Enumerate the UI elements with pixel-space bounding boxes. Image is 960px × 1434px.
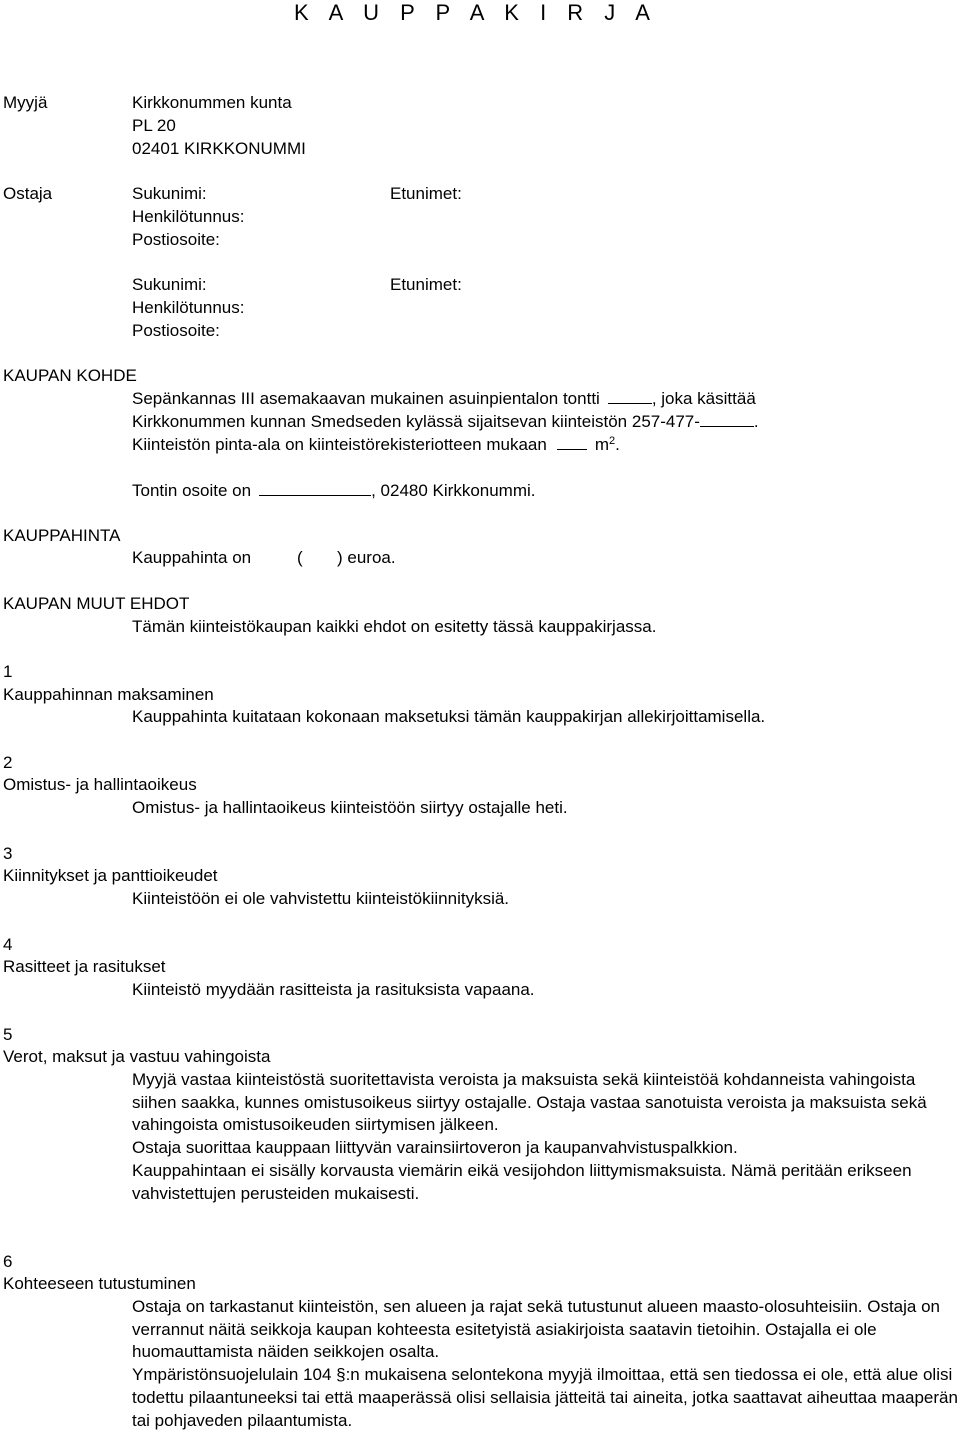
plot-address-b: , 02480 Kirkkonummi. [371, 481, 536, 500]
subject-line-3-a: Kiinteistön pinta-ala on kiinteistörekisteriotteen mukaan [132, 435, 547, 454]
section-5-number: 5 [3, 1025, 13, 1044]
section-5-paragraph: Kauppahintaan ei sisälly korvausta viemärin eikä vesijohdon liittymismaksuista. Nämä peritään erikseen vahvistettujen perusteiden mukaisesti. [132, 1160, 912, 1203]
section-6-body [132, 1296, 960, 1432]
subject-line-1 [132, 388, 756, 410]
section-1-title: Kauppahinnan maksaminen [3, 685, 214, 704]
buyer-2-surname: Sukunimi: [132, 275, 207, 294]
section-3-number: 3 [3, 844, 13, 863]
section-5-title: Verot, maksut ja vastuu vahingoista [3, 1047, 271, 1066]
buyer-2-postal: Postiosoite: [132, 321, 220, 340]
area-unit-superscript: 2 [609, 435, 616, 447]
area-blank [557, 435, 587, 450]
section-1-number: 1 [3, 662, 13, 681]
subject-line-2-b: . [753, 412, 759, 431]
section-2-number: 2 [3, 753, 13, 772]
section-4-number: 4 [3, 935, 13, 954]
seller-address-1: PL 20 [132, 116, 176, 135]
section-6-paragraph: Ostaja on tarkastanut kiinteistön, sen alueen ja rajat sekä tutustunut alueen maasto-olosuhteisiin. Ostaja on verrannut näitä seikkoja kaupan kohteesta esitetyistä asiakirjoista saatavin tietoihin. Ostajalla ei ole huomauttamista näiden seikkojen osalta. [132, 1297, 940, 1362]
subject-heading: KAUPAN KOHDE [3, 366, 137, 385]
section-5-paragraph: Ostaja suorittaa kauppaan liittyvän varainsiirtoveron ja kaupanvahvistuspalkkion. [132, 1138, 738, 1158]
price-heading: KAUPPAHINTA [3, 526, 121, 545]
document-title: K A U P P A K I R J A [294, 0, 658, 25]
section-3-text: Kiinteistöön ei ole vahvistettu kiinteistökiinnityksiä. [132, 889, 510, 908]
other-terms-heading: KAUPAN MUUT EHDOT [3, 594, 190, 613]
buyer-1-postal: Postiosoite: [132, 230, 220, 249]
section-2-text: Omistus- ja hallintaoikeus kiinteistöön siirtyy ostajalle heti. [132, 798, 568, 817]
section-1-text: Kauppahinta kuitataan kokonaan maksetuksi tämän kauppakirjan allekirjoittamisella. [132, 707, 766, 726]
section-6-title: Kohteeseen tutustuminen [3, 1274, 196, 1293]
plot-address-a: Tontin osoite on [132, 481, 252, 500]
price-paren-open: ( [297, 548, 303, 567]
subject-line-1-a: Sepänkannas III asemakaavan mukainen asuinpientalon tontti [132, 389, 600, 408]
buyer-1-surname: Sukunimi: [132, 184, 207, 203]
seller-address-2: 02401 KIRKKONUMMI [132, 139, 306, 158]
other-terms-text: Tämän kiinteistökaupan kaikki ehdot on esitetty tässä kauppakirjassa. [132, 617, 657, 636]
subject-line-1-b: , joka käsittää [651, 389, 756, 408]
section-4-title: Rasitteet ja rasitukset [3, 957, 166, 976]
plot-address-line [132, 480, 536, 502]
property-number-blank [700, 412, 754, 427]
section-5-body [132, 1069, 960, 1205]
subject-line-2 [132, 411, 759, 433]
section-5-paragraph: Myyjä vastaa kiinteistöstä suoritettavista veroista ja maksuista sekä kiinteistöä kohdanneista vahingoista siihen saakka, kunnes omistusoikeus siirtyy ostajalle. Ostaja vastaa sanotuista veroista ja maksuista sekä vahingoista omistusoikeuden siirtymisen jälkeen. [132, 1070, 927, 1135]
buyer-2-firstnames: Etunimet: [390, 275, 462, 294]
subject-line-3-c: . [615, 435, 620, 454]
seller-name: Kirkkonummen kunta [132, 93, 292, 112]
section-2-title: Omistus- ja hallintaoikeus [3, 775, 197, 794]
plot-address-blank [259, 481, 371, 496]
buyer-1-id: Henkilötunnus: [132, 207, 245, 226]
plot-number-blank [608, 389, 652, 404]
subject-line-2-a: Kirkkonummen kunnan Smedseden kylässä sijaitsevan kiinteistön 257-477- [132, 412, 700, 431]
section-6-number: 6 [3, 1252, 13, 1271]
buyer-label: Ostaja [3, 184, 53, 203]
seller-label: Myyjä [3, 93, 48, 112]
price-label: Kauppahinta on [132, 548, 252, 567]
section-3-title: Kiinnitykset ja panttioikeudet [3, 866, 218, 885]
section-4-text: Kiinteistö myydään rasitteista ja rasituksista vapaana. [132, 980, 535, 999]
buyer-2-id: Henkilötunnus: [132, 298, 245, 317]
buyer-1-firstnames: Etunimet: [390, 184, 462, 203]
price-paren-close: ) euroa. [337, 548, 396, 567]
section-6-paragraph: Ympäristönsuojelulain 104 §:n mukaisena selontekona myyjä ilmoittaa, että sen tiedossa ei ole, että alue olisi todettu pilaantuneeksi tai että maaperässä olisi sellaisia jätteitä tai aineita, jotka saattavat aiheuttaa maaperän tai pohjaveden pilaantumista. [132, 1365, 958, 1430]
subject-line-3-b: m [594, 435, 610, 454]
subject-line-3 [132, 434, 620, 456]
